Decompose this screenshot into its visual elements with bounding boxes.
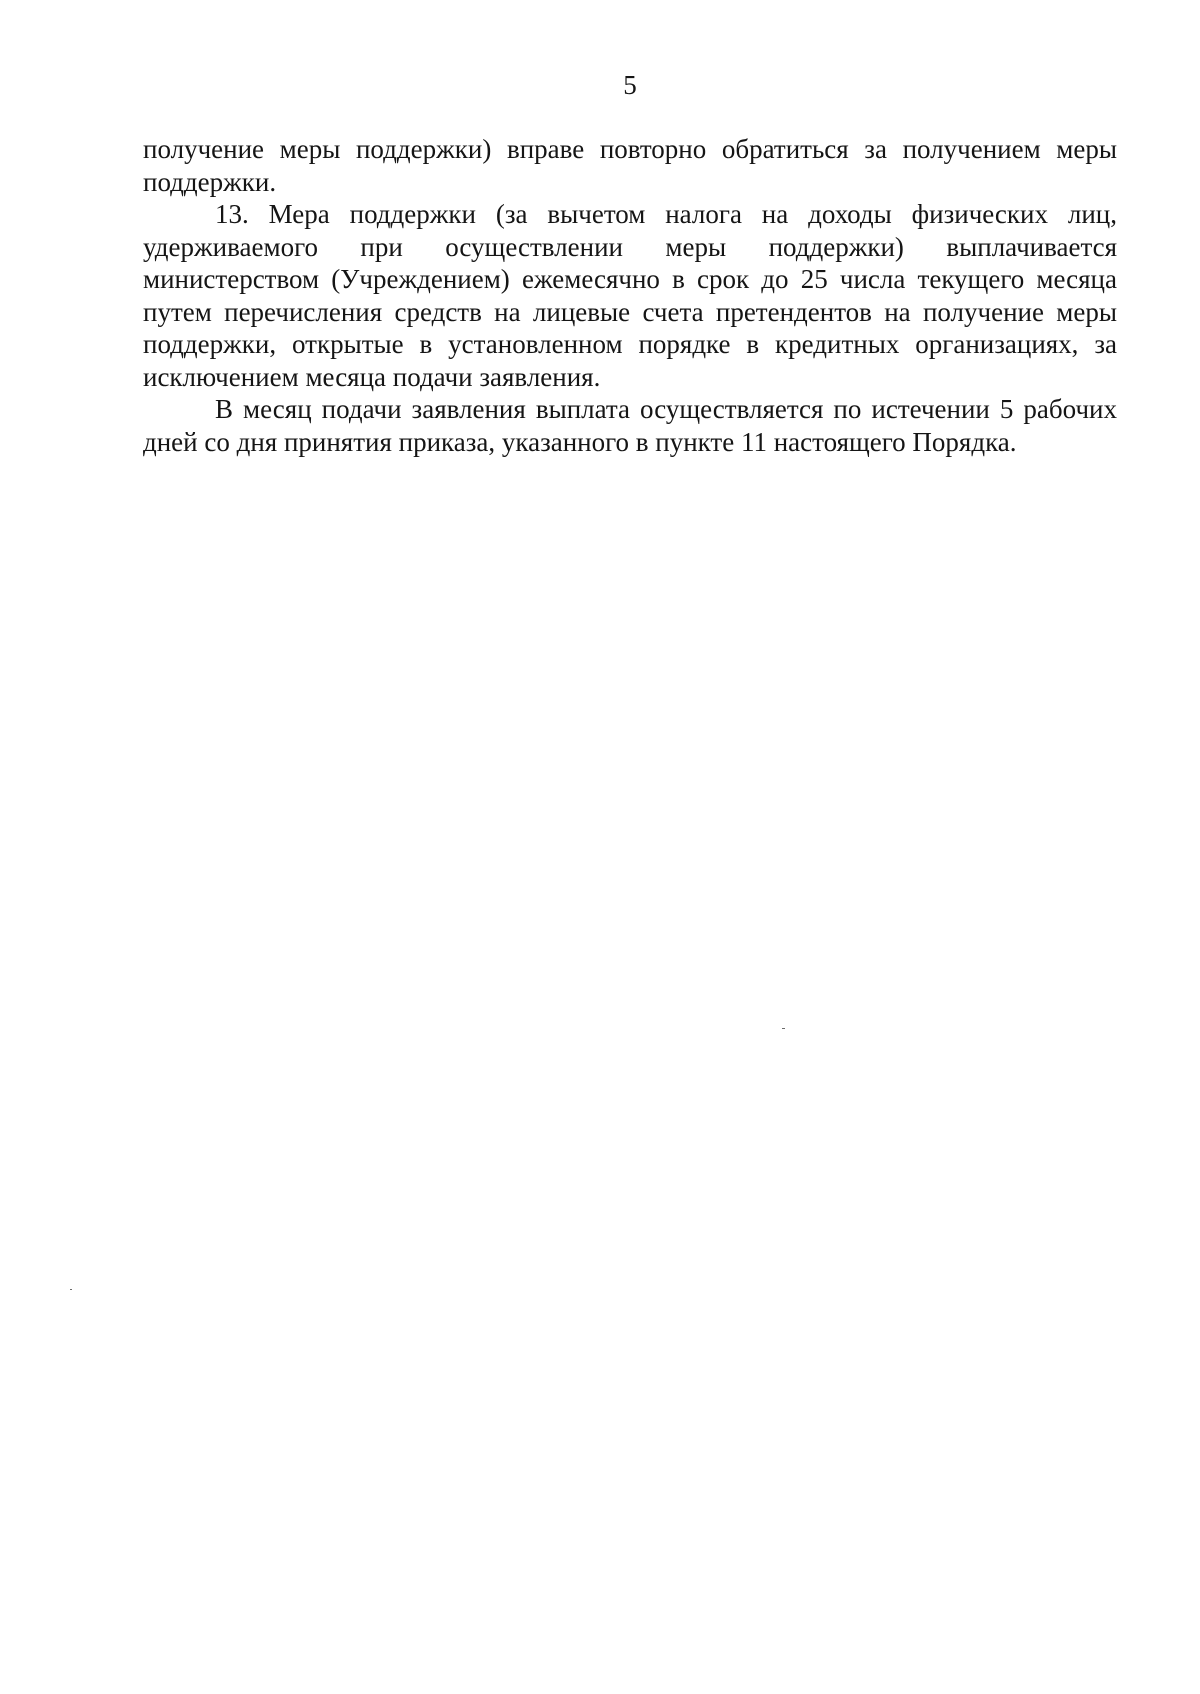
paragraph-continuation: получение меры поддержки) вправе повторно обратиться за получением меры поддержки. — [143, 134, 1117, 197]
paragraph-item-13: 13. Мера поддержки (за вычетом налога на доходы физических лиц, удерживаемого при осуществлении меры поддержки) выплачивается министерством (Учреждением) ежемесячно в срок до 25 числа текущего месяца путем перечисления средств на лицевые счета претендентов на получение меры поддержки, открытые в установленном порядке в кредитных организациях, за исключением месяца подачи заявления. — [143, 199, 1117, 392]
scan-speck — [70, 1289, 72, 1290]
scan-speck — [782, 1028, 785, 1029]
document-body — [143, 133, 1117, 458]
paragraph-payment-month: В месяц подачи заявления выплата осуществляется по истечении 5 рабочих дней со дня принятия приказа, указанного в пункте 11 настоящего Порядка. — [143, 394, 1117, 457]
page-number: 5 — [623, 70, 637, 100]
